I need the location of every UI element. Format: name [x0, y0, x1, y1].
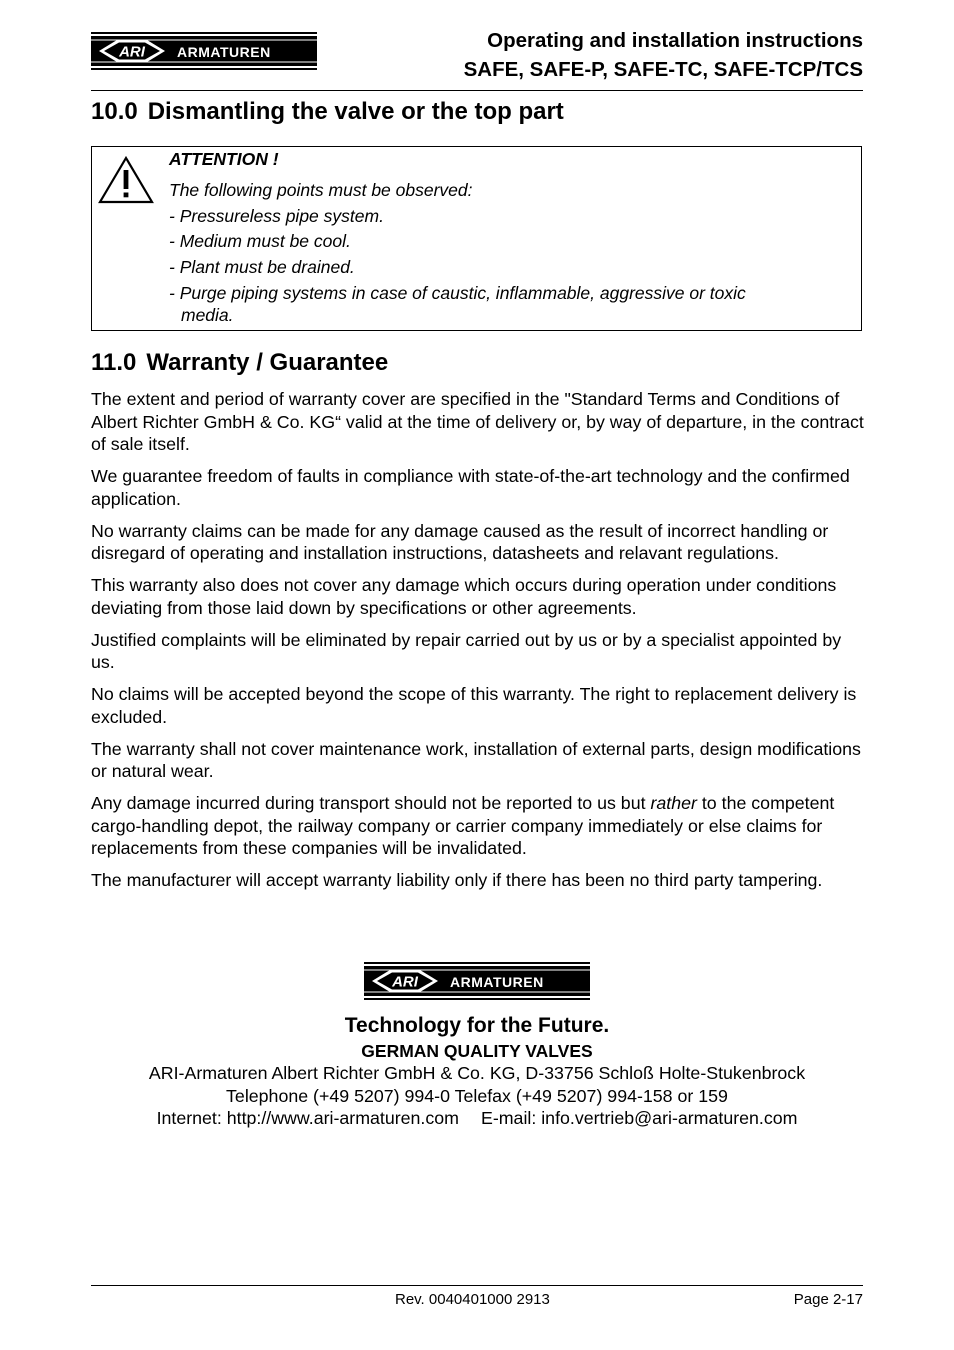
document-title-line2: SAFE, SAFE-P, SAFE-TC, SAFE-TCP/TCS	[463, 58, 863, 81]
page-number: Page 2-17	[793, 1291, 863, 1308]
attention-box	[91, 146, 862, 331]
ari-logo-icon	[364, 962, 590, 1000]
transport-text-before: Any damage incurred during transport should not be reported to us but	[91, 792, 651, 813]
section-10-heading	[91, 98, 564, 126]
document-title-line1: Operating and installation instructions	[487, 29, 863, 52]
company-tagline: Technology for the Future.	[344, 1014, 610, 1037]
quality-statement: GERMAN QUALITY VALVES	[361, 1041, 593, 1061]
transport-text-after: to the competent cargo-handling depot, the railway company or carrier company immediately or else claims for replacements from these companies will be invalidated.	[91, 792, 835, 859]
section-10-title: Dismantling the valve or the top part	[147, 98, 564, 125]
document-title	[343, 26, 863, 84]
transport-text-emphasis: rather	[650, 792, 697, 813]
warning-triangle-icon	[97, 155, 155, 205]
header-divider	[91, 90, 863, 91]
ari-logo-icon	[91, 32, 317, 70]
transport-paragraph	[91, 792, 866, 860]
footer-divider	[91, 1285, 863, 1286]
section-11-number: 11.0	[91, 349, 137, 376]
company-phone: Telephone (+49 5207) 994-0 Telefax (+49 5207) 994-158 or 159	[226, 1085, 728, 1106]
footer-ari-armaturen-logo	[364, 962, 590, 1000]
warranty-paragraph: No claims will be accepted beyond the scope of this warranty. The right to replacement delivery is excluded.	[91, 684, 857, 727]
warranty-paragraph: This warranty also does not cover any damage which occurs during operation under conditions deviating from those laid down by specifications or other agreements.	[91, 575, 837, 618]
revision-number: Rev. 0040401000 2913	[395, 1291, 550, 1308]
attention-item: - Medium must be cool.	[169, 231, 351, 251]
warranty-paragraph: The extent and period of warranty cover are specified in the "Standard Terms and Conditions of Albert Richter GmbH & Co. KG“ valid at the time of delivery or, by way of departure, in the contract of sale itself.	[91, 389, 864, 455]
svg-text:ARI: ARI	[119, 43, 145, 61]
warranty-paragraph: We guarantee freedom of faults in compliance with state-of-the-art technology and the confirmed application.	[91, 466, 850, 509]
warranty-body	[91, 388, 866, 901]
attention-item: - Pressureless pipe system.	[169, 206, 384, 226]
attention-title: ATTENTION !	[169, 149, 279, 169]
warranty-paragraph: The manufacturer will accept warranty liability only if there has been no third party tampering.	[91, 870, 823, 891]
ari-armaturen-logo	[91, 32, 317, 70]
section-10-number: 10.0	[91, 98, 138, 125]
company-website: Internet: http://www.ari-armaturen.com	[156, 1108, 459, 1128]
attention-item-continuation: media.	[181, 305, 234, 325]
warranty-paragraph: No warranty claims can be made for any damage caused as the result of incorrect handling or disregard of operating and installation instructions, datasheets and relavant regulations.	[91, 520, 829, 564]
company-address: ARI-Armaturen Albert Richter GmbH & Co. KG, D-33756 Schloß Holte-Stukenbrock	[148, 1063, 806, 1083]
svg-text:ARI: ARI	[392, 973, 418, 991]
svg-text:ARMATUREN: ARMATUREN	[177, 44, 271, 60]
svg-text:ARMATUREN: ARMATUREN	[450, 974, 544, 990]
company-web-contact	[0, 1107, 954, 1130]
company-email: E-mail: info.vertrieb@ari-armaturen.com	[480, 1108, 798, 1128]
warranty-paragraph: The warranty shall not cover maintenance work, installation of external parts, design modifications or natural wear.	[91, 738, 861, 782]
attention-item: - Purge piping systems in case of caustic, inflammable, aggressive or toxic	[169, 283, 746, 303]
section-11-heading	[91, 349, 388, 377]
attention-intro: The following points must be observed:	[169, 180, 473, 200]
company-info	[0, 1012, 954, 1130]
attention-item: - Plant must be drained.	[169, 257, 355, 277]
warranty-paragraph: Justified complaints will be eliminated by repair carried out by us or by a specialist appointed by us.	[91, 629, 842, 673]
section-11-title: Warranty / Guarantee	[146, 349, 389, 376]
